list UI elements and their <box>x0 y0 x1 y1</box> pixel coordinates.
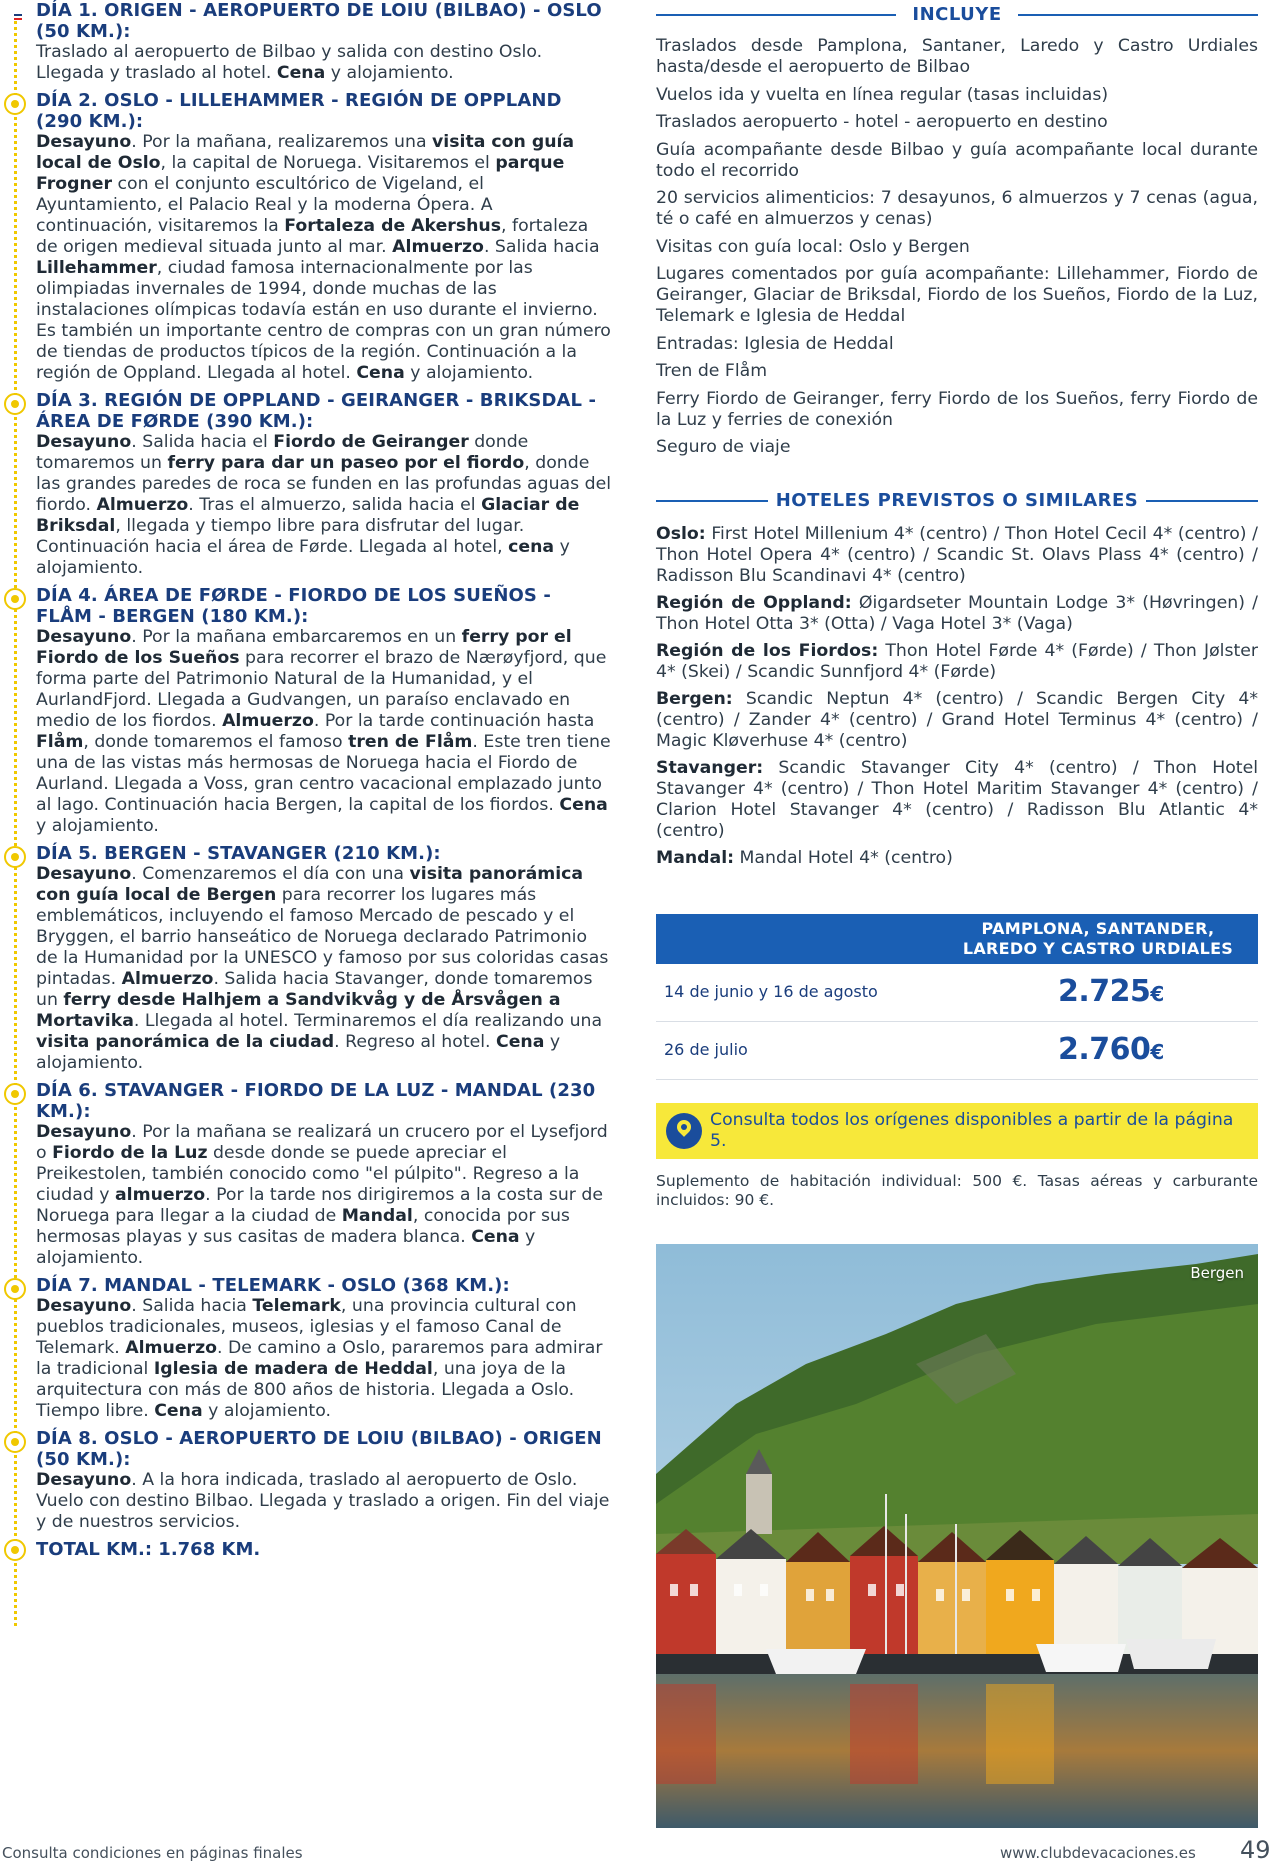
pin-dot-icon <box>4 393 26 415</box>
body-text: y alojamiento. <box>36 1032 561 1073</box>
highlight-text: Cena <box>559 795 608 815</box>
info-column <box>656 0 1258 875</box>
price-currency: € <box>1150 1040 1164 1064</box>
highlight-text: ferry para dar un paseo por el fiordo <box>167 453 525 473</box>
highlight-text: Desayuno <box>36 1470 132 1490</box>
day-description <box>36 432 612 579</box>
highlight-text: visita panorámica de la ciudad <box>36 1032 335 1052</box>
bergen-illustration <box>656 1244 1258 1828</box>
hotel-region: Región de Oppland: <box>656 593 852 613</box>
hotel-entry <box>656 758 1258 842</box>
hotel-names: Scandic Neptun 4* (centro) / Scandic Bergen City 4* (centro) / Zander 4* (centro) / Grand Hotel Terminus 4* (centro) / Magic Kløverhuse 4* (centro) <box>656 689 1258 751</box>
day-title: DÍA 6. STAVANGER - FIORDO DE LA LUZ - MANDAL (230 KM.): <box>36 1080 596 1122</box>
body-text: . Por la mañana se realizará un crucero por el Lysefjord o <box>36 1122 608 1163</box>
day-list <box>0 0 612 1533</box>
body-text: para recorrer el brazo de Nærøyfjord, que forma parte del Patrimonio Natural de la Humanidad, y el AurlandFjord. Llegada a Gudvangen, un paraíso enclavado en medio de los fiordos. <box>36 648 607 731</box>
day-entry <box>0 90 612 384</box>
highlight-text: tren de Flåm <box>348 732 473 752</box>
incluye-title: INCLUYE <box>912 4 1002 25</box>
body-text: , conocida por sus hermosas playas y sus casitas de madera blanca. <box>36 1206 570 1247</box>
body-text: . Salida hacia <box>131 1296 253 1316</box>
day-description <box>36 1296 612 1422</box>
highlight-text: cena <box>508 537 555 557</box>
body-text: . Comenzaremos el día con una <box>131 864 410 884</box>
bergen-photo <box>656 1244 1258 1828</box>
price-value: 2.725 <box>1058 974 1151 1009</box>
pin-dot-icon <box>4 1539 26 1561</box>
incluye-item: Traslados desde Pamplona, Santaner, Laredo y Castro Urdiales hasta/desde el aeropuerto de Bilbao <box>656 36 1258 77</box>
hotel-entry <box>656 641 1258 683</box>
body-text: , donde tomaremos el famoso <box>83 732 349 752</box>
incluye-item: Vuelos ida y vuelta en línea regular (tasas incluidas) <box>656 84 1109 105</box>
price-amount <box>1058 1032 1164 1067</box>
day-description <box>36 1122 612 1269</box>
highlight-text: Almuerzo <box>96 495 189 515</box>
body-text: . Salida hacia el <box>131 432 274 452</box>
highlight-text: Glaciar de Briksdal <box>36 495 580 536</box>
incluye-item: Ferry Fiordo de Geiranger, ferry Fiordo de los Sueños, ferry Fiordo de la Luz y ferries de conexión <box>656 388 1258 430</box>
day-description <box>36 627 612 837</box>
highlight-text: Cena <box>154 1401 203 1421</box>
page-number: 49 <box>1240 1836 1271 1864</box>
hotel-names: First Hotel Millenium 4* (centro) / Thon Hotel Cecil 4* (centro) / Thon Hotel Opera 4* (centro) / Scandic St. Olavs Plass 4* (centro) / Radisson Blu Scandinavi 4* (centro) <box>656 524 1258 586</box>
body-text: , la capital de Noruega. Visitaremos el <box>160 153 496 173</box>
pin-dot-icon <box>4 1278 26 1300</box>
itinerary <box>0 0 612 1660</box>
day-description <box>36 42 612 84</box>
day-entry <box>0 1428 612 1533</box>
pin-dot-icon <box>4 93 26 115</box>
hotel-names: Øigardseter Mountain Lodge 3* (Høvringen) / Thon Hotel Otta 3* (Otta) / Vaga Hotel 3* (Vaga) <box>656 593 1258 634</box>
body-text: . Llegada al hotel. Terminaremos el día realizando una <box>133 1011 603 1031</box>
day-title: DÍA 3. REGIÓN DE OPPLAND - GEIRANGER - BRIKSDAL - ÁREA DE FØRDE (390 KM.): <box>36 390 597 432</box>
body-text: , fortaleza de origen medieval situada junto al mar. <box>36 216 589 257</box>
incluye-heading <box>656 2 1258 28</box>
price-date: 14 de junio y 16 de agosto <box>664 982 878 1001</box>
footer-note: Consulta condiciones en páginas finales <box>2 1844 303 1862</box>
photo-caption: Bergen <box>1190 1264 1244 1282</box>
body-text: . Este tren tiene una de las vistas más hermosas de Noruega hacia el Fiordo de Aurland. Llegada a Voss, gran centro vacacional emplazado junto al lago. Continuación hacia Bergen, la capital de los fiordos. <box>36 732 611 815</box>
highlight-text: Almuerzo <box>121 969 214 989</box>
total-km-text: TOTAL KM.: 1.768 KM. <box>36 1539 261 1560</box>
highlight-text: Cena <box>356 363 405 383</box>
highlight-text: Almuerzo <box>125 1338 218 1358</box>
price-row <box>656 1022 1258 1080</box>
hotel-names: Scandic Stavanger City 4* (centro) / Thon Hotel Stavanger 4* (centro) / Thon Hotel Maritim Stavanger 4* (centro) / Clarion Hotel Stavanger 4* (centro) / Radisson Blu Atlantic 4* (centro) <box>656 758 1258 841</box>
incluye-item: Traslados aeropuerto - hotel - aeropuerto en destino <box>656 112 1108 132</box>
body-text: Traslado al aeropuerto de Bilbao y salida con destino Oslo. Llegada y traslado al hotel. <box>36 42 543 83</box>
hotel-region: Stavanger: <box>656 758 764 778</box>
hotel-region: Bergen: <box>656 689 733 709</box>
body-text: desde donde se puede apreciar el Preikestolen, también conocido como "el púlpito". Regreso a la ciudad y <box>36 1143 580 1205</box>
highlight-text: Iglesia de madera de Heddal <box>153 1359 433 1379</box>
day-entry <box>0 390 612 579</box>
body-text: , llegada y tiempo libre para disfrutar del lugar. Continuación hacia el área de Førde. Llegada al hotel, <box>36 516 525 557</box>
hotel-entry <box>656 593 1258 635</box>
hoteles-title: HOTELES PREVISTOS O SIMILARES <box>775 490 1139 511</box>
incluye-item: Entradas: Iglesia de Heddal <box>656 333 894 354</box>
body-text: . Regreso al hotel. <box>334 1032 497 1052</box>
highlight-text: Cena <box>471 1227 520 1247</box>
consulta-text: Consulta todos los orígenes disponibles a partir de la página 5. <box>710 1110 1234 1151</box>
day-title: DÍA 4. ÁREA DE FØRDE - FIORDO DE LOS SUEÑOS - FLÅM - BERGEN (180 KM.): <box>36 585 551 627</box>
incluye-item: Guía acompañante desde Bilbao y guía acompañante local durante todo el recorrido <box>656 139 1258 181</box>
incluye-item: Lugares comentados por guía acompañante: Lillehammer, Fiordo de Geiranger, Glaciar de Briksdal, Fiordo de los Sueños, Fiordo de la Luz, Telemark e Iglesia de Heddal <box>656 264 1258 326</box>
body-text: y alojamiento. <box>36 816 159 836</box>
body-text: donde tomaremos un <box>36 432 529 473</box>
hotel-region: Oslo: <box>656 524 706 544</box>
body-text: para recorrer los lugares más emblemáticos, incluyendo el famoso Mercado de pescado y el Bryggen, el barrio hanseático de Noruega declarado Patrimonio de la Humanidad por la UNESCO y famoso por sus coloridas casas pintadas. <box>36 885 609 989</box>
highlight-text: parque Frogner <box>36 153 565 194</box>
day-title: DÍA 5. BERGEN - STAVANGER (210 KM.): <box>36 843 441 864</box>
hotel-region: Mandal: <box>656 848 735 868</box>
day-entry <box>0 843 612 1074</box>
price-currency: € <box>1150 982 1164 1006</box>
body-text: y alojamiento. <box>404 363 534 383</box>
body-text: . Tras el almuerzo, salida hacia el <box>188 495 482 515</box>
body-text: . Por la tarde nos dirigiremos a la costa sur de Noruega para llegar a la ciudad de <box>36 1185 603 1226</box>
incluye-item: 20 servicios alimenticios: 7 desayunos, 6 almuerzos y 7 cenas (agua, té o café en almuerzos y cenas) <box>656 188 1258 229</box>
total-km <box>0 1539 612 1561</box>
pin-dot-icon <box>4 846 26 868</box>
highlight-text: Cena <box>276 63 326 83</box>
price-value: 2.760 <box>1058 1032 1151 1067</box>
consulta-banner[interactable] <box>656 1103 1258 1159</box>
body-text: . De camino a Oslo, pararemos para admirar la tradicional <box>36 1338 603 1379</box>
highlight-text: Fiordo de Geiranger <box>273 432 469 452</box>
body-text: . Por la tarde continuación hasta <box>313 711 595 731</box>
price-date: 26 de julio <box>664 1040 748 1059</box>
price-row <box>656 964 1258 1022</box>
incluye-list <box>656 36 1258 458</box>
pin-dot-icon <box>4 588 26 610</box>
day-title: DÍA 1. ORIGEN - AEROPUERTO DE LOIU (BILBAO) - OSLO (50 KM.): <box>36 0 602 42</box>
highlight-text: almuerzo <box>115 1185 206 1205</box>
highlight-text: Fortaleza de Akershus <box>284 216 501 236</box>
body-text: y alojamiento. <box>36 537 570 578</box>
body-text: y alojamiento. <box>325 63 454 83</box>
price-amount <box>1058 974 1164 1009</box>
footer-url[interactable]: www.clubdevacaciones.es <box>1000 1844 1196 1862</box>
highlight-text: Almuerzo <box>392 237 484 257</box>
hotel-names: Mandal Hotel 4* (centro) <box>734 848 953 868</box>
incluye-item: Seguro de viaje <box>656 437 791 457</box>
highlight-text: Desayuno <box>36 1122 132 1142</box>
highlight-text: Desayuno <box>36 432 132 452</box>
body-text: , ciudad famosa internacionalmente por las olimpiadas invernales de 1994, donde muchas de las instalaciones olímpicas todavía están en uso durante el invierno. Es también un importante centro de compras con un gran número de tiendas de productos típicos de la región. Continuación a la región de Oppland. Llegada al hotel. <box>36 258 611 383</box>
highlight-text: visita con guía local de Oslo <box>36 132 575 173</box>
highlight-text: Lillehammer <box>36 258 157 278</box>
highlight-text: Mandal <box>341 1206 413 1226</box>
highlight-text: Cena <box>496 1032 545 1052</box>
day-entry <box>0 1080 612 1269</box>
highlight-text: ferry por el Fiordo de los Sueños <box>36 627 572 668</box>
highlight-text: Telemark <box>252 1296 341 1316</box>
pin-dot-icon <box>4 1083 26 1105</box>
body-text: , una joya de la arquitectura con más de 800 años de historia. Llegada a Oslo. Tiempo libre. <box>36 1359 575 1421</box>
suplemento-text: Suplemento de habitación individual: 500 €. Tasas aéreas y carburante incluidos: 90 €. <box>656 1172 1258 1209</box>
highlight-text: Desayuno <box>36 1296 132 1316</box>
body-text: . Salida hacia Stavanger, donde tomaremos un <box>36 969 593 1010</box>
highlight-text: Fiordo de la Luz <box>52 1143 208 1163</box>
day-entry <box>0 1275 612 1422</box>
hoteles-heading <box>656 488 1258 514</box>
body-text: y alojamiento. <box>36 1227 536 1268</box>
incluye-item: Visitas con guía local: Oslo y Bergen <box>656 236 970 257</box>
day-title: DÍA 7. MANDAL - TELEMARK - OSLO (368 KM.): <box>36 1275 510 1296</box>
location-pin-icon <box>666 1113 702 1149</box>
body-text: , una provincia cultural con pueblos tradicionales, museos, iglesias y el famoso Canal de Telemark. <box>36 1296 577 1358</box>
body-text: . A la hora indicada, traslado al aeropuerto de Oslo. Vuelo con destino Bilbao. Llegada y traslado a origen. Fin del viaje y de nuestros servicios. <box>36 1470 610 1532</box>
highlight-text: visita panorámica con guía local de Bergen <box>36 864 584 905</box>
hotel-names: Thon Hotel Førde 4* (Førde) / Thon Jølster 4* (Skei) / Scandic Sunnfjord 4* (Førde) <box>656 641 1258 682</box>
highlight-text: ferry desde Halhjem a Sandvikvåg y de Årsvågen a Mortavika <box>36 990 561 1031</box>
day-description <box>36 132 612 384</box>
body-text: . Por la mañana embarcaremos en un <box>131 627 462 647</box>
hotel-entry <box>656 848 1258 869</box>
body-text: . Salida hacia <box>483 237 600 257</box>
incluye-item: Tren de Flåm <box>656 361 768 381</box>
day-entry <box>0 585 612 837</box>
highlight-text: Desayuno <box>36 132 132 152</box>
body-text: , donde las grandes paredes de roca se funden en las profundas aguas del fiordo. <box>36 453 612 515</box>
price-table <box>656 914 1258 1080</box>
hotel-entry <box>656 689 1258 752</box>
price-header-line1: PAMPLONA, SANTANDER, <box>981 919 1215 938</box>
hotel-entry <box>656 524 1258 587</box>
highlight-text: Desayuno <box>36 627 132 647</box>
body-text: y alojamiento. <box>202 1401 331 1421</box>
hotel-region: Región de los Fiordos: <box>656 641 879 661</box>
body-text: . Por la mañana, realizaremos una <box>131 132 433 152</box>
day-description <box>36 1470 612 1533</box>
price-header-line2: LAREDO Y CASTRO URDIALES <box>962 939 1234 958</box>
day-title: DÍA 2. OSLO - LILLEHAMMER - REGIÓN DE OPPLAND (290 KM.): <box>36 90 562 132</box>
body-text: con el conjunto escultórico de Vigeland, el Ayuntamiento, el Palacio Real y la moderna Ópera. A continuación, visitaremos la <box>36 174 493 236</box>
day-description <box>36 864 612 1074</box>
price-header <box>656 914 1258 964</box>
day-title: DÍA 8. OSLO - AEROPUERTO DE LOIU (BILBAO) - ORIGEN (50 KM.): <box>36 1428 602 1470</box>
highlight-text: Desayuno <box>36 864 132 884</box>
pin-dot-icon <box>4 1431 26 1453</box>
price-header-text <box>948 919 1248 959</box>
highlight-text: Flåm <box>36 732 84 752</box>
hoteles-list <box>656 524 1258 869</box>
highlight-text: Almuerzo <box>222 711 314 731</box>
day-entry <box>0 0 612 84</box>
